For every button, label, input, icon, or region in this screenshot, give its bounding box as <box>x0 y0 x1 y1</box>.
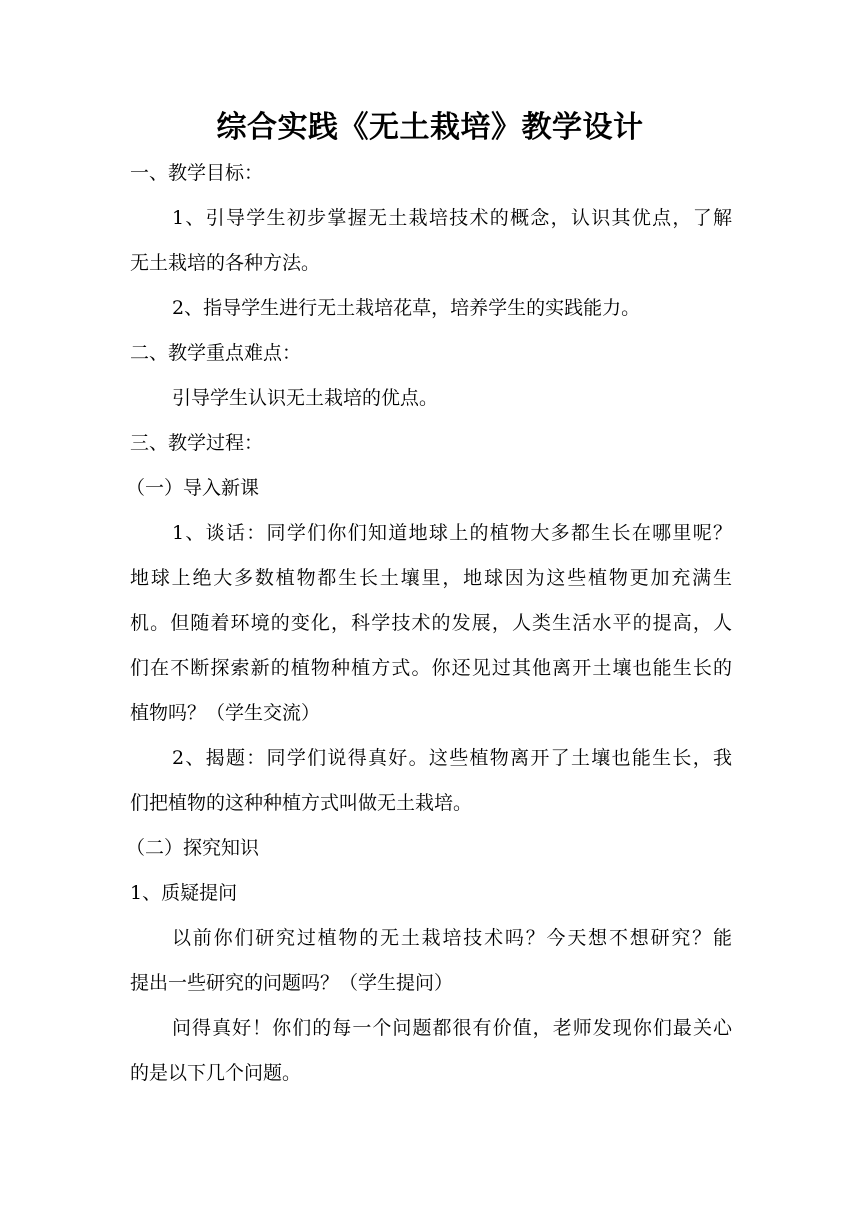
paragraph-line: 1、引导学生初步掌握无土栽培技术的概念，认识其优点，了解 <box>172 207 732 229</box>
heading-teaching-goals: 一、教学目标： <box>130 162 264 184</box>
paragraph-line: 提出一些研究的问题吗？（学生提问） <box>130 972 454 994</box>
paragraph-line: 2、揭题：同学们说得真好。这些植物离开了土壤也能生长，我 <box>172 747 732 769</box>
subheading-explore: （二）探究知识 <box>126 837 260 859</box>
subheading-intro: （一）导入新课 <box>126 477 260 499</box>
heading-teaching-process: 三、教学过程： <box>130 432 264 454</box>
paragraph-line: 们在不断探索新的植物种植方式。你还见过其他离开土壤也能生长的 <box>130 657 732 679</box>
paragraph-line: 引导学生认识无土栽培的优点。 <box>172 387 439 409</box>
paragraph-line: 地球上绝大多数植物都生长土壤里，地球因为这些植物更加充满生 <box>130 567 732 589</box>
paragraph-line: 问得真好！你们的每一个问题都很有价值，老师发现你们最关心 <box>172 1017 732 1039</box>
paragraph-line: 以前你们研究过植物的无土栽培技术吗？今天想不想研究？能 <box>172 927 732 949</box>
paragraph-line: 无土栽培的各种方法。 <box>130 252 321 274</box>
paragraph-line: 的是以下几个问题。 <box>130 1062 302 1084</box>
subheading-questioning: 1、质疑提问 <box>130 882 238 904</box>
paragraph-line: 机。但随着环境的变化，科学技术的发展，人类生活水平的提高，人 <box>130 612 732 634</box>
paragraph-line: 2、指导学生进行无土栽培花草，培养学生的实践能力。 <box>172 297 641 319</box>
paragraph-line: 植物吗？（学生交流） <box>130 702 321 724</box>
document-title: 综合实践《无土栽培》教学设计 <box>216 110 644 145</box>
paragraph-line: 们把植物的这种种植方式叫做无土栽培。 <box>130 792 473 814</box>
paragraph-line: 1、谈话：同学们你们知道地球上的植物大多都生长在哪里呢？ <box>172 522 732 544</box>
heading-key-difficulties: 二、教学重点难点： <box>130 342 302 364</box>
